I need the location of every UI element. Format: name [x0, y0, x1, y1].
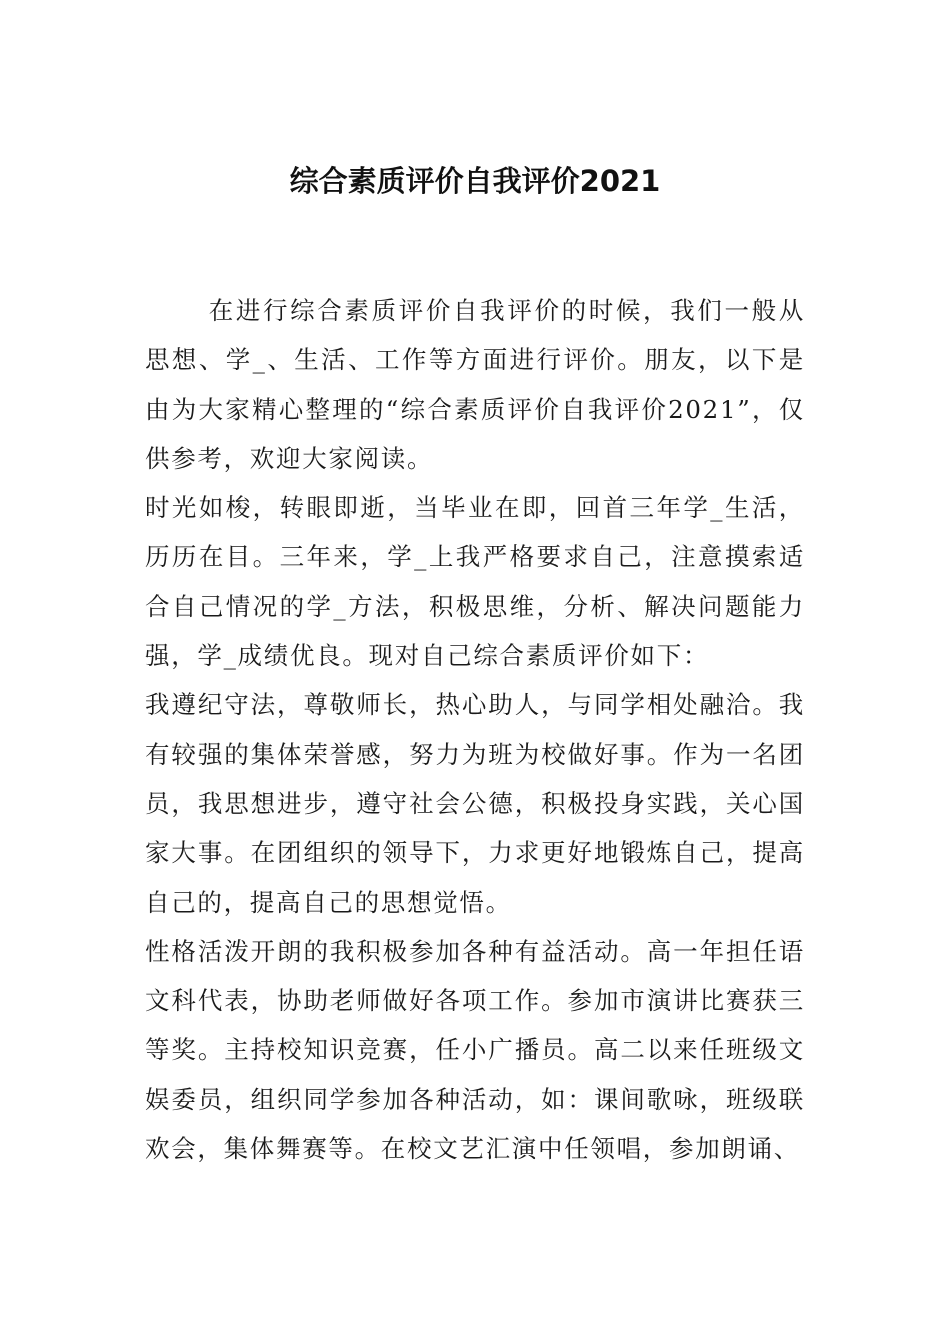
paragraph-overview: 时光如梭，转眼即逝，当毕业在即，回首三年学_生活，历历在目。三年来，学_上我严格要求自己，注意摸索适合自己情况的学_方法，积极思维，分析、解决问题能力强，学_成绩优良。现对自己综合素质评价如下： [145, 493, 805, 671]
document-title: 综合素质评价自我评价2021 [289, 164, 661, 198]
paragraph-intro: 在进行综合素质评价自我评价的时候，我们一般从思想、学_、生活、工作等方面进行评价。朋友，以下是由为大家精心整理的“综合素质评价自我评价2021”，仅供参考，欢迎大家阅读。 [145, 296, 805, 473]
document-body [145, 286, 805, 1173]
paragraph-conduct: 我遵纪守法，尊敬师长，热心助人，与同学相处融洽。我有较强的集体荣誉感，努力为班为校做好事。作为一名团员，我思想进步，遵守社会公德，积极投身实践，关心国家大事。在团组织的领导下，力求更好地锻炼自己，提高自己的，提高自己的思想觉悟。 [145, 690, 805, 917]
paragraph-activities: 性格活泼开朗的我积极参加各种有益活动。高一年担任语文科代表，协助老师做好各项工作。参加市演讲比赛获三等奖。主持校知识竞赛，任小广播员。高二以来任班级文娱委员，组织同学参加各种活动，如：课间歌咏，班级联欢会，集体舞赛等。在校文艺汇演中任领唱，参加朗诵、 [145, 936, 805, 1164]
